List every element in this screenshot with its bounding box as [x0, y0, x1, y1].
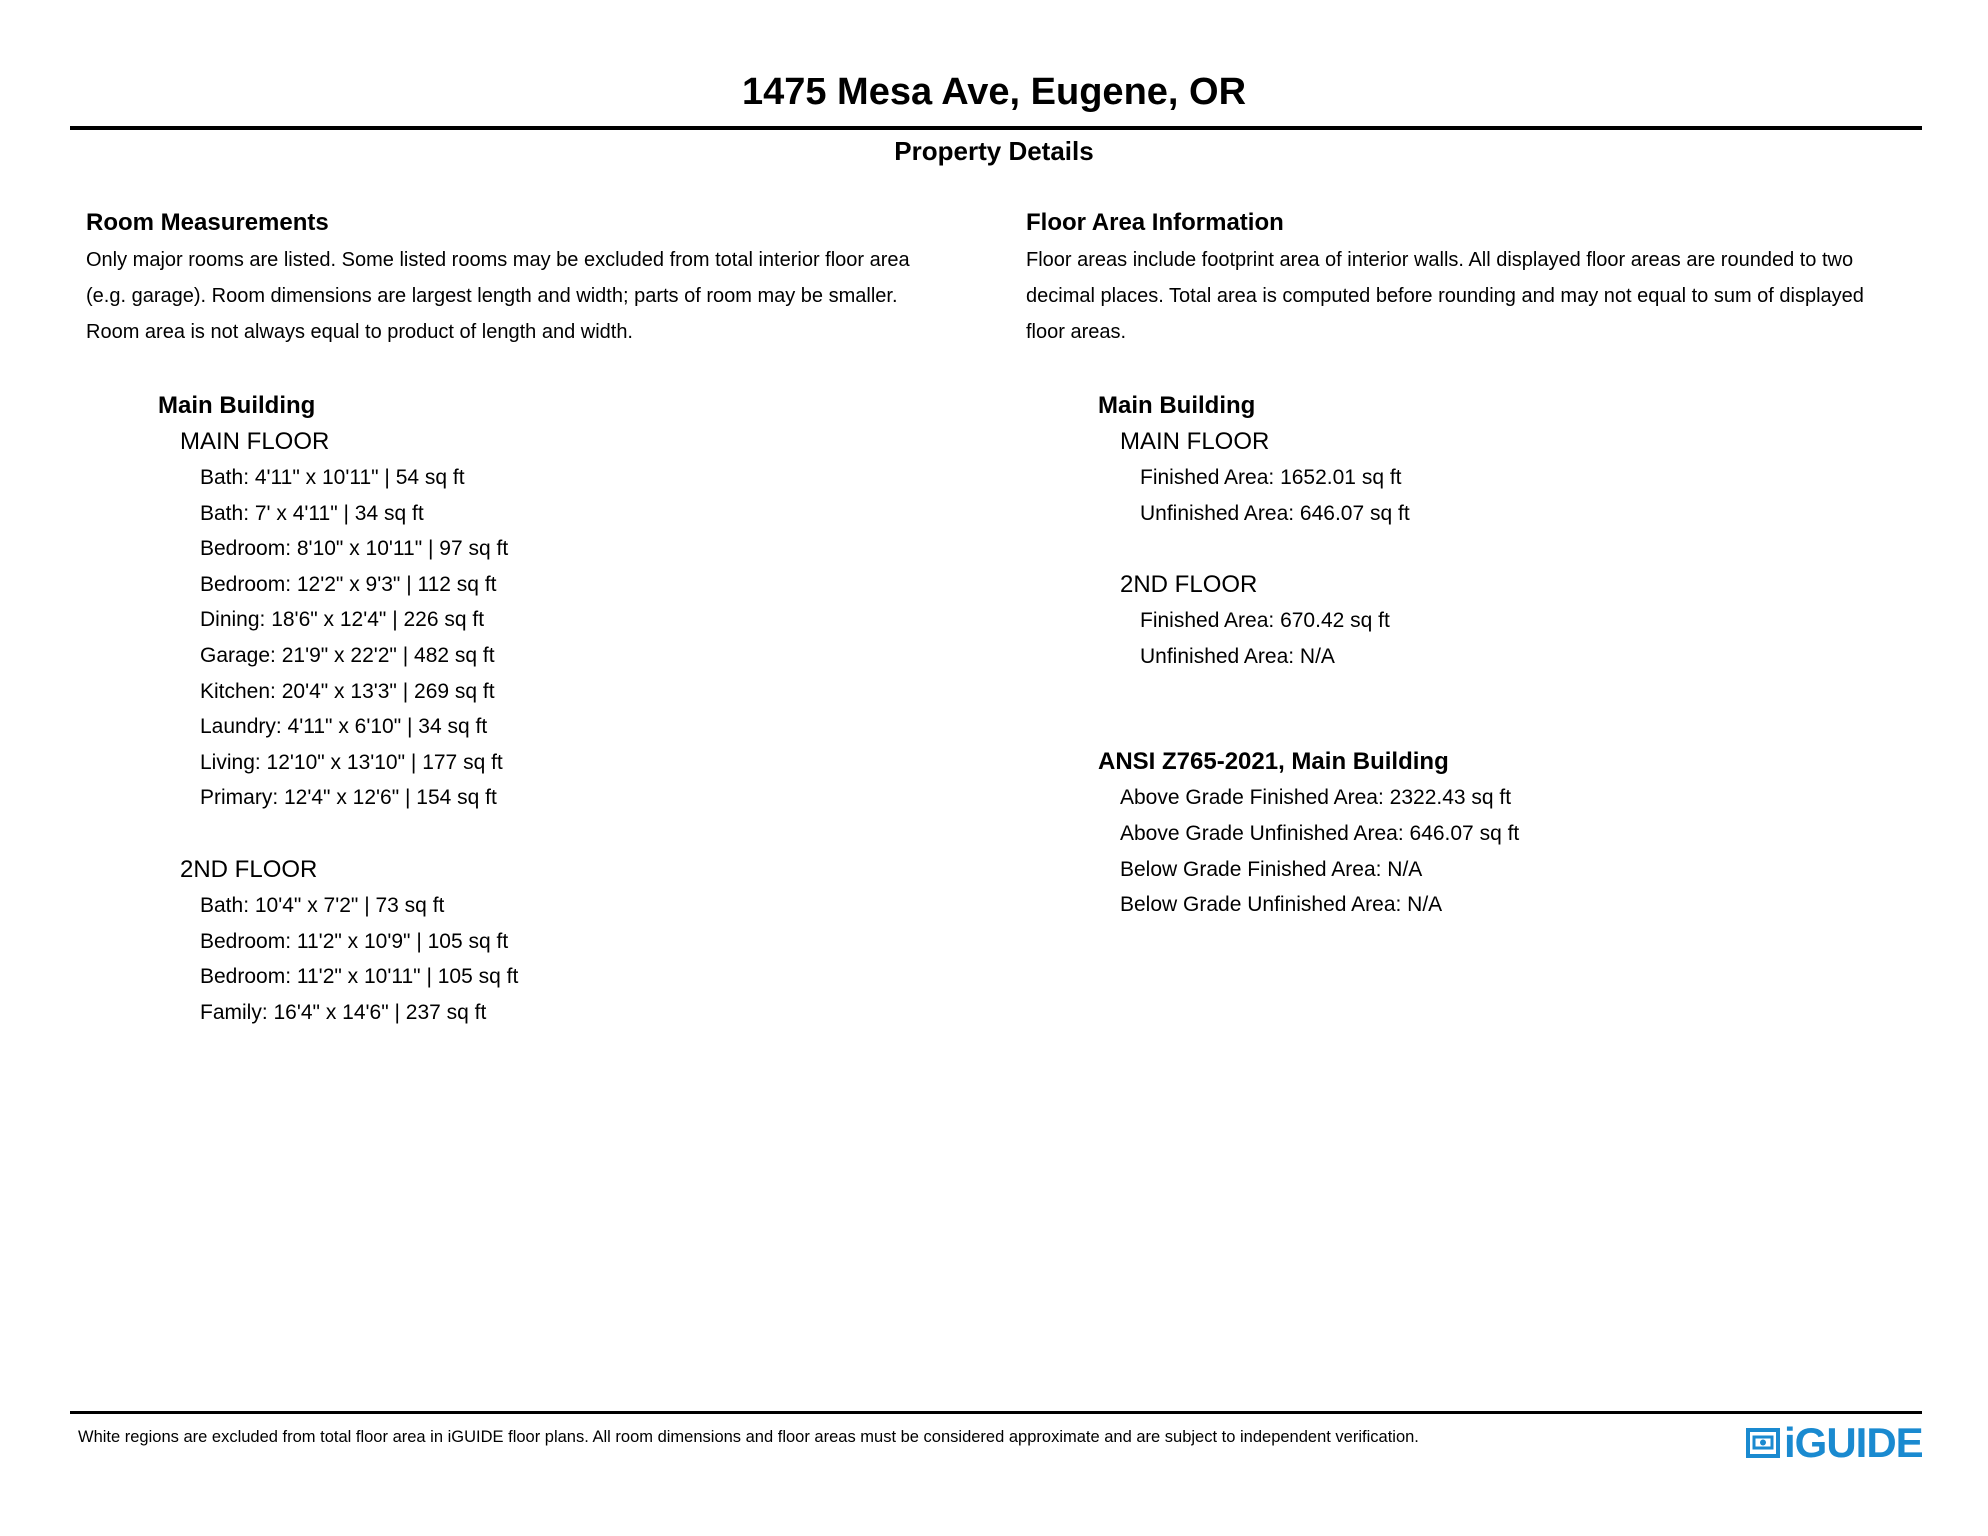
room-row: Kitchen: 20'4" x 13'3" | 269 sq ft [200, 679, 495, 703]
floor-heading-second: 2ND FLOOR [180, 855, 318, 883]
finished-area-row: Finished Area: 670.42 sq ft [1140, 609, 1390, 633]
room-row: Garage: 21'9" x 22'2" | 482 sq ft [200, 643, 495, 667]
page-subtitle: Property Details [894, 136, 1094, 166]
room-row: Bath: 4'11" x 10'11" | 54 sq ft [200, 466, 465, 489]
floor-area-section [1026, 206, 1966, 923]
note-line: Only major rooms are listed. Some listed rooms may be excluded from total interior floor area [86, 249, 910, 271]
room-row: Bedroom: 11'2" x 10'9" | 105 sq ft [200, 929, 509, 953]
ansi-row: Below Grade Finished Area: N/A [1120, 857, 1423, 881]
finished-area-row: Finished Area: 1652.01 sq ft [1140, 466, 1402, 489]
ansi-heading: ANSI Z765-2021, Main Building [1098, 748, 1449, 776]
note-line: Floor areas include footprint area of interior walls. All displayed floor areas are rounded to two [1026, 249, 1854, 271]
title-divider [70, 126, 1922, 130]
iguide-logo-text: iGUIDE [1784, 1419, 1923, 1466]
room-row: Laundry: 4'11" x 6'10" | 34 sq ft [200, 715, 488, 739]
ansi-row: Above Grade Finished Area: 2322.43 sq ft [1120, 786, 1512, 810]
room-row: Primary: 12'4" x 12'6" | 154 sq ft [200, 786, 497, 810]
floor-heading-second: 2ND FLOOR [1120, 571, 1258, 599]
floor-area-note [1026, 242, 1966, 350]
footer-disclaimer: White regions are excluded from total floor area in iGUIDE floor plans. All room dimensions and floor areas must be considered approximate and are subject to independent verification. [78, 1428, 1419, 1446]
room-measurements-heading: Room Measurements [86, 209, 329, 236]
floor-heading-main: MAIN FLOOR [1120, 428, 1270, 455]
room-measurements-section [86, 206, 1026, 1030]
iguide-logo-icon [1746, 1426, 1780, 1460]
unfinished-area-row: Unfinished Area: 646.07 sq ft [1140, 501, 1410, 525]
room-row: Living: 12'10" x 13'10" | 177 sq ft [200, 750, 503, 774]
floor-area-heading: Floor Area Information [1026, 209, 1284, 236]
footer-divider [70, 1411, 1922, 1414]
ansi-row: Above Grade Unfinished Area: 646.07 sq ft [1120, 821, 1520, 845]
floor-heading-main: MAIN FLOOR [180, 428, 330, 455]
note-line: floor areas. [1026, 321, 1127, 343]
unfinished-area-row: Unfinished Area: N/A [1140, 644, 1335, 668]
ansi-row: Below Grade Unfinished Area: N/A [1120, 893, 1443, 917]
room-row: Bedroom: 12'2" x 9'3" | 112 sq ft [200, 572, 497, 596]
note-line: decimal places. Total area is computed before rounding and may not equal to sum of displayed [1026, 285, 1864, 307]
room-row: Bedroom: 11'2" x 10'11" | 105 sq ft [200, 965, 519, 989]
building-heading: Main Building [158, 392, 316, 419]
note-line: (e.g. garage). Room dimensions are largest length and width; parts of room may be smaller. [86, 285, 898, 307]
room-row: Dining: 18'6" x 12'4" | 226 sq ft [200, 608, 485, 632]
room-row: Bath: 10'4" x 7'2" | 73 sq ft [200, 893, 445, 917]
page-title: 1475 Mesa Ave, Eugene, OR [741, 71, 1247, 113]
note-line: Room area is not always equal to product of length and width. [86, 321, 633, 343]
iguide-logo [1746, 1420, 1923, 1466]
building-heading: Main Building [1098, 392, 1256, 419]
room-measurements-note [86, 242, 1026, 350]
room-row: Bedroom: 8'10" x 10'11" | 97 sq ft [200, 537, 509, 561]
room-row: Bath: 7' x 4'11" | 34 sq ft [200, 501, 424, 525]
room-row: Family: 16'4" x 14'6" | 237 sq ft [200, 1000, 487, 1024]
